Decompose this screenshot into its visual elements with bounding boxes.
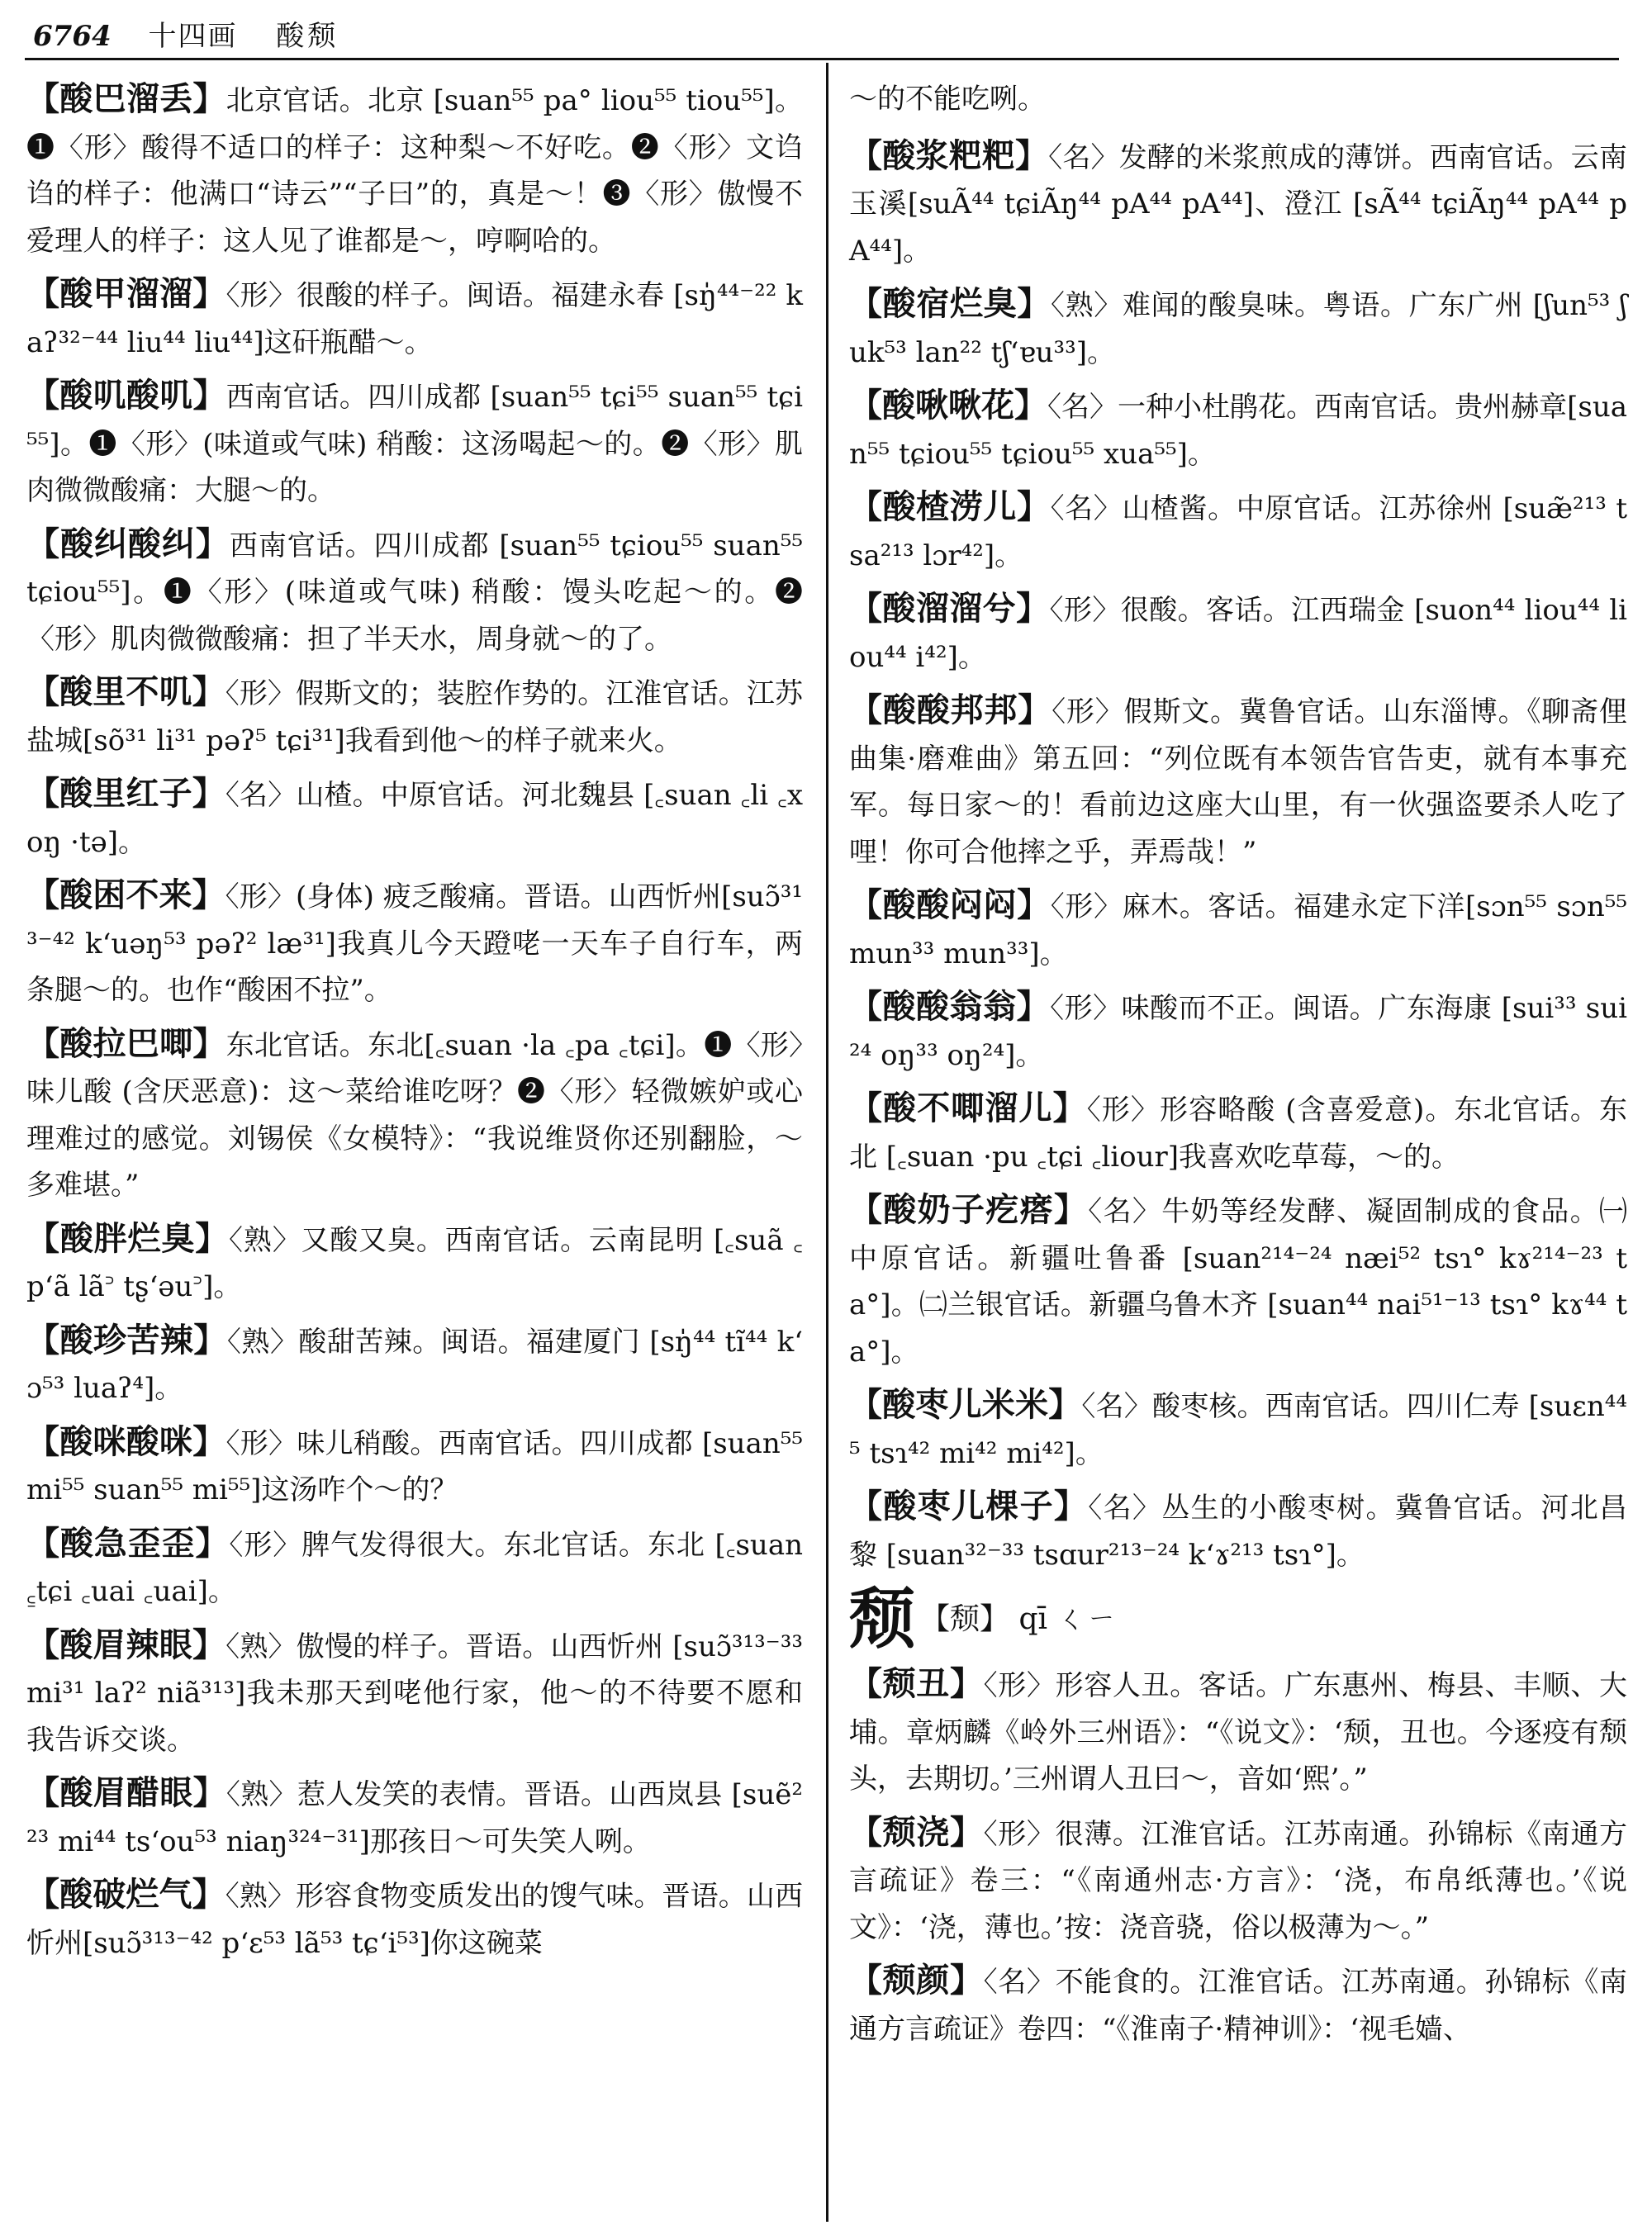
entry-definition: 〈熟〉酸甜苦辣。闽语。福建厦门 [sŋ̍⁴⁴ tĩ⁴⁴ kʻɔ⁵³ luaʔ⁴]。	[26, 1325, 803, 1405]
section-label: 十四画	[148, 20, 238, 53]
entry-headword: 【酸叽酸叽】	[26, 377, 226, 415]
entry-definition: 北京官话。北京 [suan⁵⁵ pa° liou⁵⁵ tiou⁵⁵]。❶〈形〉酸得不适口的样子：这种梨～不好吃。❷〈形〉文诌诌的样子：他满口“诗云”“子曰”的，真是～！❸〈形〉傲慢不爱理人的样子：这人见了谁都是～，哼啊哈的。	[26, 84, 804, 258]
entry-headword: 【酸甲溜溜】	[26, 275, 226, 313]
entry-definition: 〈名〉一种小杜鹃花。西南官话。贵州赫章[suan⁵⁵ tɕiou⁵⁵ tɕiou⁵⁵ xua⁵⁵]。	[849, 391, 1627, 471]
dictionary-entry	[26, 1216, 803, 1311]
entry-definition: 东北官话。东北[꜀suan ·la ꜀pa ꜀tɕi]。❶〈形〉味儿酸 (含厌恶意)：这～菜给谁吃呀？❷〈形〉轻微嫉妒或心理难过的感觉。刘锡侯《女模特》：“我说维贤你还别翻脸，～多难堪。”	[26, 1028, 803, 1202]
dictionary-entry	[26, 1317, 803, 1412]
dictionary-entry	[849, 1187, 1627, 1375]
dictionary-entry	[849, 1483, 1627, 1578]
column-divider	[826, 63, 828, 2222]
entry-definition: 〈名〉山楂酱。中原官话。江苏徐州 [suæ̃²¹³ tsa²¹³ lɔr⁴²]。	[849, 492, 1627, 572]
entry-headword: 【酸酸闷闷】	[849, 886, 1051, 924]
dictionary-entry	[26, 76, 803, 264]
entry-headword: 【酸困不来】	[26, 876, 225, 914]
dictionary-entry	[849, 984, 1627, 1079]
entry-headword: 【颓浇】	[849, 1813, 984, 1852]
entry-definition: 〈熟〉难闻的酸臭味。粤语。广东广州 [ʃun⁵³ ʃuk⁵³ lan²² tʃʻɐu³³]。	[849, 289, 1627, 369]
head-character: 颓	[849, 1581, 915, 1658]
entry-headword: 【酸枣儿棵子】	[849, 1487, 1089, 1525]
dictionary-entry	[26, 872, 803, 1014]
entry-definition: 西南官话。四川成都 [suan⁵⁵ tɕiou⁵⁵ suan⁵⁵ tɕiou⁵⁵]。❶〈形〉(味道或气味) 稍酸：馒头吃起～的。❷〈形〉肌肉微微酸痛：担了半天水，周身就～的了。	[26, 529, 803, 656]
entry-definition: 〈形〉(身体) 疲乏酸痛。晋语。山西忻州[suɔ̃³¹³⁻⁴² kʻuəŋ⁵³ pəʔ² læ³¹]我真儿今天蹬咾一天车子自行车，两条腿～的。也作“酸困不拉”。	[26, 880, 804, 1007]
dictionary-entry	[26, 1622, 803, 1764]
dictionary-entry	[26, 372, 803, 515]
dictionary-entry	[26, 1872, 803, 1967]
entry-definition: 〈形〉味儿稍酸。西南官话。四川成都 [suan⁵⁵ mi⁵⁵ suan⁵⁵ mi⁵⁵]这汤咋个～的？	[26, 1426, 803, 1506]
entry-definition: 〈名〉不能食的。江淮官话。江苏南通。孙锦标《南通方言疏证》卷四：“《淮南子·精神训》：‘视毛嫱、	[849, 1966, 1628, 2046]
entry-headword: 【酸酸邦邦】	[849, 691, 1052, 729]
dictionary-entry	[849, 382, 1627, 477]
entry-definition: 〈名〉发酵的米浆煎成的薄饼。西南官话。云南玉溪[suÃ⁴⁴ tɕiÃŋ⁴⁴ pA⁴⁴ pA⁴⁴]、澄江 [sÃ⁴⁴ tɕiÃŋ⁴⁴ pA⁴⁴ pA⁴⁴]。	[849, 140, 1628, 268]
entry-definition: 〈形〉形容略酸 (含喜爱意)。东北官话。东北 [꜀suan ·pu ꜀tɕi ꜀liour]我喜欢吃草莓，～的。	[849, 1094, 1628, 1174]
entry-headword: 【酸溜溜兮】	[849, 590, 1050, 628]
entry-headword: 【酸巴溜丢】	[26, 80, 226, 118]
entry-definition: 〈熟〉又酸又臭。西南官话。云南昆明 [꜀suã ꜀pʻã lã꜄ tʂʻəu꜄]。	[26, 1223, 804, 1303]
entry-headword: 【酸枣儿米米】	[849, 1386, 1082, 1424]
zhuyin: ㄑㄧ	[1056, 1602, 1117, 1636]
dictionary-entry	[849, 687, 1627, 875]
entry-definition: 〈名〉山楂。中原官话。河北魏县 [꜀suan ꜀li ꜀xoŋ ·tə]。	[26, 779, 804, 859]
dictionary-entry	[26, 1521, 803, 1616]
dictionary-entry	[849, 1085, 1627, 1180]
entry-headword: 【酸奶子疙瘩】	[849, 1191, 1089, 1229]
entry-definition: 〈形〉脾气发得很大。东北官话。东北 [꜀suan ꜁tɕi ꜀uai ꜀uai]。	[26, 1528, 804, 1608]
dictionary-entry	[26, 1021, 803, 1209]
dictionary-entry	[849, 484, 1627, 579]
head-character-bracket: 【颓】	[920, 1602, 1010, 1636]
entry-headword: 【酸里不叽】	[26, 673, 225, 711]
entry-headword: 【酸破烂气】	[26, 1876, 225, 1914]
left-column	[26, 76, 803, 2222]
entry-definition: 〈名〉牛奶等经发酵、凝固制成的食品。㈠中原官话。新疆吐鲁番 [suan²¹⁴⁻²⁴ næi⁵² tsɿ° kɤ²¹⁴⁻²³ ta°]。㈡兰银官话。新疆乌鲁木齐 [suan⁴⁴ nai⁵¹⁻¹³ tsɿ° kɤ⁴⁴ ta°]。	[849, 1195, 1628, 1369]
dictionary-entry	[26, 271, 803, 366]
entry-headword: 【酸咪酸咪】	[26, 1422, 226, 1461]
entry-headword: 【酸纠酸纠】	[26, 524, 230, 563]
dictionary-entry	[849, 133, 1627, 275]
dictionary-entry	[849, 281, 1627, 376]
pinyin: qī	[1018, 1602, 1048, 1636]
entry-definition: 〈熟〉傲慢的样子。晋语。山西忻州 [suɔ̃³¹³⁻³³ mi³¹ laʔ² niã³¹³]我未那天到咾他行家，他～的不待要不愿和我告诉交谈。	[26, 1630, 804, 1757]
entry-definition: 〈形〉假斯文。冀鲁官话。山东淄博。《聊斋俚曲集·磨难曲》第五回：“列位既有本领告官告吏，就有本事充军。每日家～的！看前边这座大山里，有一伙强盗要杀人吃了哩！你可合他摔之乎，弄焉哉！”	[849, 695, 1627, 869]
dictionary-entry	[849, 1810, 1627, 1952]
dictionary-entry	[26, 1419, 803, 1514]
dictionary-entry	[849, 1661, 1627, 1803]
entry-headword: 【酸眉辣眼】	[26, 1625, 226, 1664]
dictionary-entry	[849, 882, 1627, 977]
page-number: 6764	[33, 20, 112, 53]
entry-definition: 〈熟〉形容食物变质发出的馊气味。晋语。山西忻州[suɔ̃³¹³⁻⁴² pʻɛ⁵³ lã⁵³ tɕʻi⁵³]你这碗菜	[26, 1880, 804, 1960]
dictionary-entry	[849, 586, 1627, 681]
entry-definition: 〈形〉很薄。江淮官话。江苏南通。孙锦标《南通方言疏证》卷三：“《南通州志·方言》：‘浇，布帛纸薄也。’《说文》：‘浇，薄也。’按：浇音骁，俗以极薄为～。”	[849, 1817, 1628, 1944]
entry-headword: 【酸急歪歪】	[26, 1524, 230, 1563]
entry-headword: 【酸浆粑粑】	[849, 136, 1049, 175]
entry-headword: 【颓丑】	[849, 1665, 984, 1703]
continuation-text: ～的不能吃咧。	[849, 83, 1046, 116]
entry-definition: 〈熟〉惹人发笑的表情。晋语。山西岚县 [suẽ²²³ mi⁴⁴ tsʻou⁵³ niaŋ³²⁴⁻³¹]那孩日～可失笑人咧。	[26, 1778, 804, 1858]
entry-headword: 【颓颜】	[849, 1962, 984, 2000]
entry-definition: 〈形〉假斯文的；装腔作势的。江淮官话。江苏盐城[sõ³¹ li³¹ pəʔ⁵ tɕi³¹]我看到他～的样子就来火。	[26, 677, 804, 757]
dictionary-entry	[849, 1382, 1627, 1477]
entry-definition: 〈形〉味酸而不正。闽语。广东海康 [sui³³ sui²⁴ oŋ³³ oŋ²⁴]。	[849, 992, 1628, 1072]
header-rule	[25, 58, 1619, 60]
right-entries-2	[849, 1661, 1627, 2052]
dictionary-entry	[26, 669, 803, 764]
entry-headword: 【酸宿烂臭】	[849, 285, 1051, 323]
dictionary-entry	[26, 1770, 803, 1865]
entry-headword: 【酸啾啾花】	[849, 387, 1048, 425]
entry-definition: 〈名〉丛生的小酸枣树。冀鲁官话。河北昌黎 [suan³²⁻³³ tsɑur²¹³⁻²⁴ kʻɤ²¹³ tsɿ°]。	[849, 1492, 1628, 1572]
right-entries	[849, 133, 1627, 1579]
char-entry	[849, 1581, 1627, 1658]
entry-definition: 〈形〉很酸的样子。闽语。福建永春 [sŋ̍⁴⁴⁻²² kaʔ³²⁻⁴⁴ liu⁴⁴ liu⁴⁴]这矸瓶醋～。	[26, 279, 804, 359]
entry-definition: 西南官话。四川成都 [suan⁵⁵ tɕi⁵⁵ suan⁵⁵ tɕi⁵⁵]。❶〈形〉(味道或气味) 稍酸：这汤喝起～的。❷〈形〉肌肉微微酸痛：大腿～的。	[26, 381, 803, 507]
dictionary-entry	[26, 771, 803, 866]
running-keywords: 酸颓	[276, 20, 339, 53]
dictionary-entry	[849, 1957, 1627, 2052]
entry-definition: 〈名〉酸枣核。西南官话。四川仁寿 [suɛn⁴⁴⁵ tsɿ⁴² mi⁴² mi⁴²]。	[849, 1390, 1627, 1470]
entry-definition: 〈形〉形容人丑。客话。广东惠州、梅县、丰顺、大埔。章炳麟《岭外三州语》：“《说文》：‘颓，丑也。今逐疫有颓头，去期切。’三州谓人丑曰～，音如‘熙’。”	[849, 1669, 1628, 1796]
entry-headword: 【酸珍苦辣】	[26, 1321, 227, 1359]
entry-headword: 【酸里红子】	[26, 775, 225, 813]
entry-headword: 【酸拉巴唧】	[26, 1024, 226, 1063]
entry-headword: 【酸不唧溜儿】	[849, 1089, 1087, 1127]
entry-headword: 【酸酸翁翁】	[849, 988, 1051, 1026]
entry-headword: 【酸眉醋眼】	[26, 1774, 226, 1812]
page-header	[33, 12, 1602, 61]
entry-definition: 〈形〉很酸。客话。江西瑞金 [suon⁴⁴ liou⁴⁴ liou⁴⁴ i⁴²]。	[849, 594, 1627, 674]
entry-headword: 【酸楂涝儿】	[849, 488, 1051, 526]
dictionary-entry	[26, 521, 803, 663]
entry-definition: 〈形〉麻木。客话。福建永定下洋[sɔn⁵⁵ sɔn⁵⁵ mun³³ mun³³]。	[849, 890, 1627, 970]
right-column	[849, 76, 1627, 2222]
entry-headword: 【酸胖烂臭】	[26, 1219, 230, 1258]
